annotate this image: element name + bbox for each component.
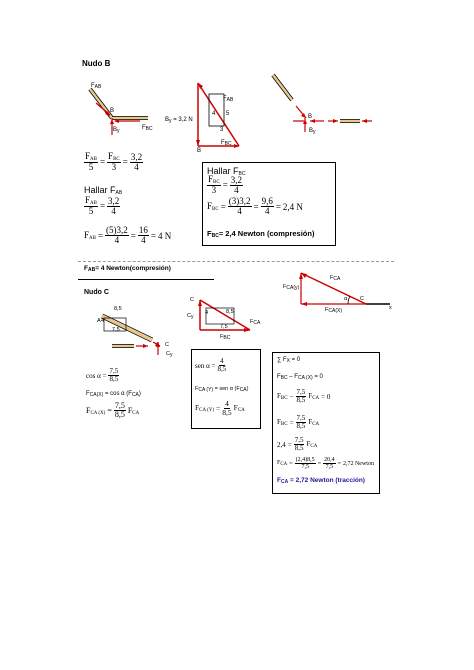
nodo-c-fcay-label: FCA(y): [283, 284, 300, 291]
nodo-c-sen-eq: sen α = $\frac{4}{8,5}$: [195, 357, 227, 373]
nodo-c-sum-eq4: $F_{BC}$ = $\frac{7,5}{8,5}$ $F_{CA}$: [277, 414, 320, 430]
section-divider: [78, 261, 394, 262]
nodo-b-ratio-eq: $\frac{F_{AB}}{5}$ = $\frac{F_{BC}}{3}$ = $\frac{3,2}{4}$: [85, 151, 143, 172]
nodo-b-fab-result: $F_{AB}= 4$ Newton(compresión): [84, 265, 171, 273]
nodo-c-x-label: x: [389, 305, 392, 311]
nodo-c-tri-cy: Cy: [187, 313, 194, 320]
nodo-c-member-diagram: [96, 302, 176, 362]
nodo-c-tri-c: C: [190, 297, 194, 303]
nodo-b-fbc-answer: $F_{BC}= 2,4$ Newton (compresión): [207, 229, 315, 239]
nodo-b-tri-b: B: [197, 148, 202, 154]
nodo-b-fb-b: B: [308, 114, 313, 120]
nodo-b-fbc-ratio: $\frac{F_{BC}}{3}$ = $\frac{3,2}{4}$: [208, 174, 243, 195]
nodo-c-force-triangle: [196, 296, 256, 336]
nodo-b-fbc-solution: $F_{BC}$ = $\frac{(3)3,2}{4}$ = $\frac{9,6}{4}$ = 2,4 N: [207, 196, 303, 216]
nodo-b-fab-ratio: $\frac{F_{AB}}{5}$ = $\frac{3,2}{4}$: [85, 195, 120, 216]
nodo-b-joint-diagram: [86, 85, 166, 145]
nodo-c-alpha-label: α: [344, 296, 348, 302]
nodo-b-fb-by: $B_y$: [309, 128, 316, 135]
nodo-c-member-cy: Cy: [166, 351, 173, 358]
nodo-c-member-a: A: [97, 318, 101, 324]
nodo-b-fab-solution: $F_{AB}$ = $\frac{(5)3,2}{4}$ = $\frac{16}{4}$ = 4 N: [84, 225, 172, 245]
nodo-c-fcax-label: FCA(X): [325, 307, 342, 314]
nodo-c-sum-fx: ∑ $F_X = 0$: [277, 357, 301, 364]
nodo-c-fcax-value: $F_{CA (X)}$ = $\frac{7,5}{8,5}$ $F_{CA}$: [86, 401, 140, 419]
nodo-b-hallar-fbc: Hallar $F_{BC}$: [207, 166, 246, 177]
nodo-c-fcax-def: $F_{CA(X)} = \cos \alpha$ $(F_{CA})$: [86, 391, 141, 398]
nodo-b-by-label: $B_y$: [113, 127, 120, 134]
nodo-c-fca-label: FCA: [330, 275, 341, 282]
nodo-b-tri-side3: 3: [220, 127, 224, 133]
nodo-c-sen-box: [191, 349, 261, 429]
nodo-b-hallar-fab: Hallar $F_{AB}$: [84, 185, 123, 196]
nodo-b-tri-side4: 4: [212, 111, 216, 117]
nodo-c-tri-75: 7,5: [220, 324, 228, 330]
nodo-b-tri-side5: 5: [226, 111, 230, 117]
nodo-c-c-label: C: [360, 296, 364, 302]
nodo-c-heading: Nudo C: [84, 289, 109, 296]
nodo-b-tri-by: $B_y = 3,2$ N: [165, 117, 193, 124]
section-underline: [78, 279, 214, 280]
nodo-c-sum-box: [272, 352, 380, 494]
nodo-c-fcay-def: FCA (Y) = sen α (FCA): [195, 386, 249, 393]
nodo-b-force-triangle: [195, 80, 245, 155]
nodo-b-free-body: [268, 70, 368, 140]
nodo-c-sum-eq6: $F_{CA}$ = $\frac{(2,4)8,5}{7,5}$ = $\frac{20,4}{7,5}$ = 2,72 Newton: [277, 457, 374, 470]
nodo-c-fca-answer: $F_{CA} = 2,72$ Newton (tracción): [277, 477, 365, 485]
nodo-b-fbc-label: $F_{BC}$: [142, 125, 153, 132]
nodo-c-member-85: 8,5: [114, 306, 122, 312]
nodo-c-member-4: 4: [101, 318, 105, 324]
nodo-c-tri-fbc: FBC: [220, 334, 231, 341]
nodo-b-b-label: B: [110, 108, 115, 114]
nodo-b-fbc-box: [202, 162, 336, 246]
nodo-b-heading: Nudo B: [82, 59, 111, 68]
nodo-c-member-75: 7,5: [112, 327, 120, 333]
nodo-c-tri-fca: FCA: [250, 319, 261, 326]
nodo-c-fcay-value: $F_{CA (Y)}$ = $\frac{4}{8,5}$ $F_{CA}$: [195, 399, 245, 417]
nodo-c-tri-4: 4: [205, 310, 209, 316]
nodo-c-component-diagram: [296, 268, 396, 318]
nodo-b-tri-fab: $F_{AB}$: [223, 96, 234, 103]
nodo-c-member-c: C: [165, 342, 169, 348]
nodo-b-fab-label: $F_{AB}$: [91, 83, 102, 90]
nodo-c-sum-line2: $F_{BC} - F_{CA (X)} = 0$: [277, 374, 323, 381]
nodo-c-sum-eq5: 2,4 = $\frac{7,5}{8,5}$ $F_{CA}$: [277, 436, 318, 452]
nodo-b-tri-fbc: $F_{BC}$: [221, 140, 232, 147]
nodo-c-tri-85: 8,5: [226, 309, 234, 315]
nodo-c-cos-eq: cos α = $\frac{7,5}{8,5}$: [86, 367, 119, 383]
nodo-c-sum-eq3: $F_{BC}$ − $\frac{7,5}{8,5}$ $F_{CA}$ = 0: [277, 388, 331, 404]
